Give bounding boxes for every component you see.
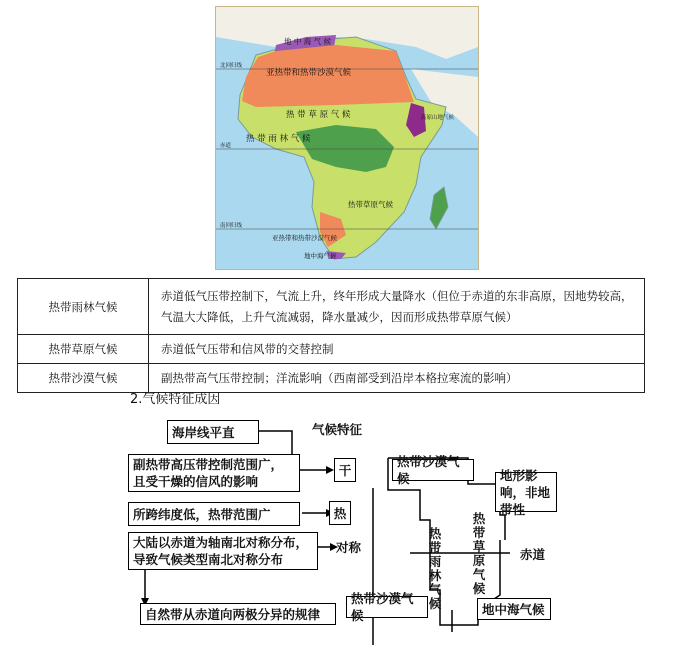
savanna-label: 热带草原气候 <box>472 511 486 596</box>
dry-box: 干 <box>334 458 356 482</box>
coastline-box: 海岸线平直 <box>167 420 259 444</box>
subtropical-high-box: 副热带高压带控制范围广，且受干燥的信风的影响 <box>128 454 300 492</box>
map-label-mediterranean-south: 地中海气候 <box>304 252 337 260</box>
climate-name-cell: 热带草原气候 <box>18 335 149 364</box>
equator-label: 赤道 <box>520 547 546 562</box>
symmetric-label: 对称 <box>336 540 362 555</box>
climate-cause-cell: 赤道低气压带控制下，气流上升，终年形成大量降水（但位于赤道的东非高原，因地势较高，气温大大降低，上升气流减弱，降水量减少，因而形成热带草原气候） <box>149 279 645 335</box>
map-label-desert-north: 亚热带和热带沙漠气候 <box>266 68 352 78</box>
map-label-rainforest: 热 带 雨 林 气 候 <box>246 134 311 144</box>
climate-cause-cell: 赤道低气压带和信风带的交替控制 <box>149 335 645 364</box>
hot-box: 热 <box>329 501 351 525</box>
desert-south-box: 热带沙漠气候 <box>346 596 428 618</box>
map-label-desert-south: 亚热带和热带沙漠气候 <box>272 234 337 242</box>
symmetric-cause-box: 大陆以赤道为轴南北对称分布，导致气候类型南北对称分布 <box>128 532 318 570</box>
map-label-equator: 赤道 <box>220 143 232 149</box>
map-label-highland: 高原山地气候 <box>421 115 455 121</box>
latitude-box: 所跨纬度低，热带范围广 <box>128 502 300 526</box>
map-label-savanna-south: 热带草原气候 <box>348 200 393 209</box>
climate-name-cell: 热带雨林气候 <box>18 279 149 335</box>
mediterranean-box: 地中海气候 <box>477 598 551 620</box>
map-label-savanna-north: 热 带 草 原 气 候 <box>286 110 351 120</box>
map-label-mediterranean-north: 地 中 海 气 候 <box>284 37 332 46</box>
map-label-tropic-cancer: 北回归线 <box>220 63 243 69</box>
climate-name-cell: 热带沙漠气候 <box>18 364 149 393</box>
feature-title: 气候特征 <box>312 422 363 437</box>
climate-cause-cell: 副热带高气压带控制；洋流影响（西南部受到沿岸本格拉寒流的影响） <box>149 364 645 393</box>
arrow-dry <box>326 466 334 474</box>
zonation-box: 自然带从赤道向两极分异的规律 <box>140 603 336 625</box>
map-label-tropic-capricorn: 南回归线 <box>220 223 243 229</box>
terrain-box: 地形影响，非地带性 <box>495 472 557 512</box>
desert-north-box: 热带沙漠气候 <box>392 459 474 481</box>
section-heading: 2.气候特征成因 <box>130 392 221 407</box>
rainforest-label: 热带雨林气候 <box>428 526 442 611</box>
